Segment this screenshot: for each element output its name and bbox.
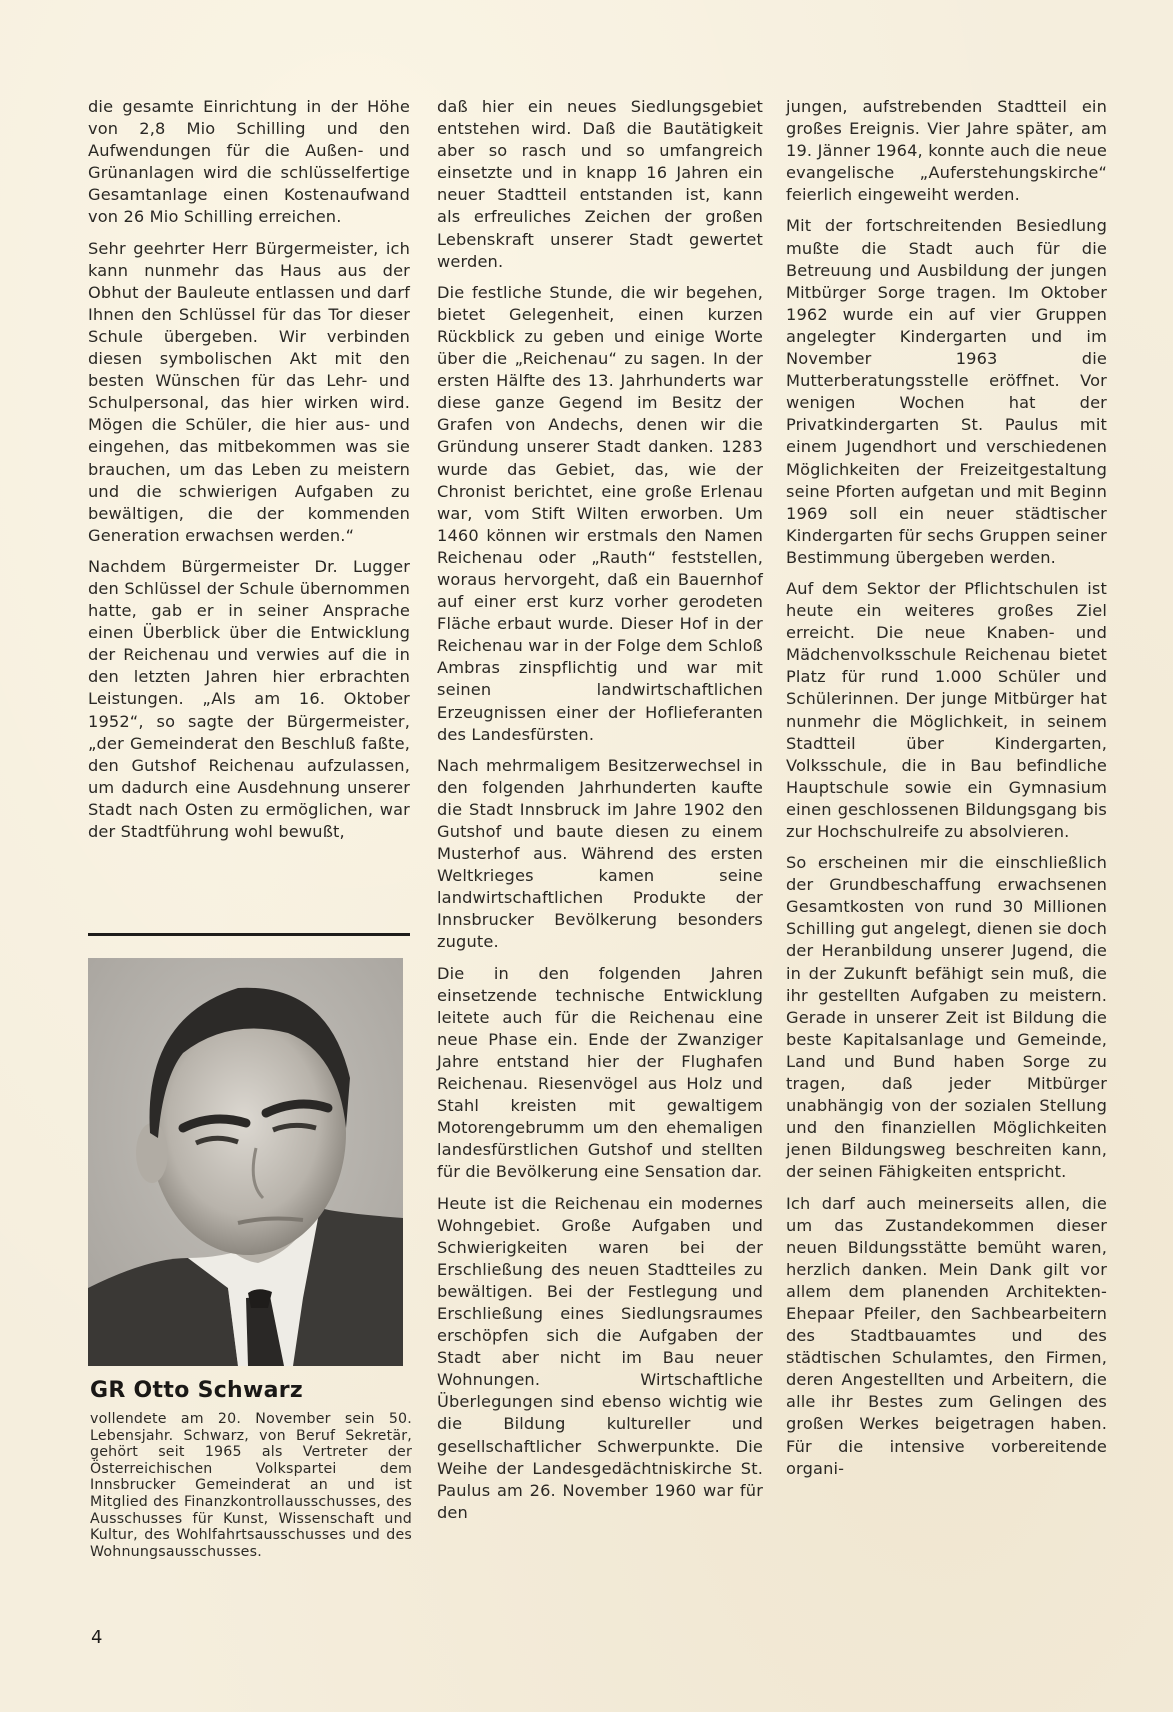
- paragraph: Nach mehrmaligem Besitzerwechsel in den folgenden Jahrhunderten kaufte die Stadt Innsbruck im Jahre 1902 den Gutshof und baute diesen zu einem Musterhof aus. Während des ersten Weltkrieges kamen seine landwirtschaftlichen Produkte der Innsbrucker Bevölkerung besonders zugute.: [437, 755, 763, 952]
- text-column-2: [437, 96, 763, 1533]
- paragraph: daß hier ein neues Siedlungsgebiet entstehen wird. Daß die Bautätigkeit aber so rasch und so umfangreich einsetzte und in knapp 16 Jahren ein neuer Stadtteil entstanden ist, kann als erfreuliches Zeichen der großen Lebenskraft unserer Stadt gewertet werden.: [437, 97, 763, 271]
- page-number: 4: [91, 1627, 103, 1648]
- paragraph: Mit der fortschreitenden Besiedlung mußte die Stadt auch für die Betreuung und Ausbildung der jungen Mitbürger Sorge tragen. Im Oktober 1962 wurde ein auf vier Gruppen angelegter Kindergarten und im November 1963 die Mutterberatungsstelle eröffnet. Vor wenigen Wochen hat der Privatkindergarten St. Paulus mit einem Jugendhort und verschiedenen Möglichkeiten der Freizeitgestaltung seine Pforten aufgetan und mit Beginn 1969 soll ein neuer städtischer Kindergarten für sechs Gruppen seiner Bestimmung übergeben werden.: [786, 216, 1107, 567]
- paragraph: Die festliche Stunde, die wir begehen, bietet Gelegenheit, einen kurzen Rückblick zu geben und einige Worte über die „Reichenau“ zu sagen. In der ersten Hälfte des 13. Jahrhunderts war diese ganze Gegend im Besitz der Grafen von Andechs, denen wir die Gründung unserer Stadt danken. 1283 wurde das Gebiet, das, wie der Chronist berichtet, eine große Erlenau war, vom Stift Wilten erworben. Um 1460 können wir erstmals den Namen Reichenau oder „Rauth“ feststellen, woraus hervorgeht, daß ein Bauernhof auf einer erst kurz vorher gerodeten Fläche erbaut wurde. Dieser Hof in der Reichenau war in der Folge dem Schloß Ambras zinspflichtig und war mit seinen landwirtschaftlichen Erzeugnissen einer der Hoflieferanten des Landesfürsten.: [437, 282, 763, 744]
- profile-name: GR Otto Schwarz: [90, 1378, 304, 1403]
- paragraph: Die in den folgenden Jahren einsetzende technische Entwicklung leitete auch für die Reichenau eine neue Phase ein. Ende der Zwanziger Jahre entstand hier der Flughafen Reichenau. Riesenvögel aus Holz und Stahl kreisten mit gewaltigem Motorengebrumm um den ehemaligen landesfürstlichen Gutshof und stellten für die Bevölkerung eine Sensation dar.: [437, 963, 763, 1182]
- paragraph: jungen, aufstrebenden Stadtteil ein großes Ereignis. Vier Jahre später, am 19. Jänner 1964, konnte auch die neue evangelische „Auferstehungskirche“ feierlich eingeweiht werden.: [786, 97, 1107, 205]
- paragraph: Ich darf auch meinerseits allen, die um das Zustandekommen dieser neuen Bildungsstätte bemüht waren, herzlich danken. Mein Dank gilt vor allem dem planenden Architekten-Ehepaar Pfeiler, den Sachbearbeitern des Stadtbauamtes und des städtischen Schulamtes, den Firmen, deren Angestellten und Arbeitern, die alle ihr Bestes zum Gelingen des großen Werkes beigetragen haben. Für die intensive vorbereitende organi-: [786, 1193, 1107, 1478]
- paragraph: Auf dem Sektor der Pflichtschulen ist heute ein weiteres großes Ziel erreicht. Die neue Knaben- und Mädchenvolksschule Reichenau bietet Platz für rund 1.000 Schüler und Schülerinnen. Der junge Mitbürger hat nunmehr die Möglichkeit, in seinem Stadtteil über Kindergarten, Volksschule, die in Bau befindliche Hauptschule sowie ein Gymnasium einen geschlossenen Bildungsgang bis zur Hochschulreife zu absolvieren.: [786, 578, 1107, 841]
- paragraph: die gesamte Einrichtung in der Höhe von 2,8 Mio Schilling und den Aufwendungen für die Außen- und Grünanlagen wird die schlüsselfertige Gesamtanlage einen Kostenaufwand von 26 Mio Schilling erreichen.: [88, 97, 410, 227]
- paragraph: Heute ist die Reichenau ein modernes Wohngebiet. Große Aufgaben und Schwierigkeiten waren bei der Erschließung des neuen Stadtteiles zu bewältigen. Bei der Festlegung und Erschließung eines Siedlungsraumes erschöpfen sich die Aufgaben der Stadt aber nicht im Bau neuer Wohnungen. Wirtschaftliche Überlegungen sind ebenso wichtig wie die Bildung kultureller und gesellschaftlicher Schwerpunkte. Die Weihe der Landesgedächtniskirche St. Paulus am 26. November 1960 war für den: [437, 1193, 763, 1522]
- paragraph: Nachdem Bürgermeister Dr. Lugger den Schlüssel der Schule übernommen hatte, gab er in seiner Ansprache einen Überblick über die Entwicklung der Reichenau und verwies auf die in den letzten Jahren hier erbrachten Leistungen. „Als am 16. Oktober 1952“, so sagte der Bürgermeister, „der Gemeinderat den Beschluß faßte, den Gutshof Reichenau aufzulassen, um dadurch eine Ausdehnung unserer Stadt nach Osten zu ermöglichen, war der Stadtführung wohl bewußt,: [88, 556, 410, 841]
- profile-caption: vollendete am 20. November sein 50. Lebensjahr. Schwarz, von Beruf Sekretär, gehört seit 1965 als Vertreter der Österreichischen Volkspartei dem Innsbrucker Gemeinderat an und ist Mitglied des Finanzkontrollausschusses, des Ausschusses für Kunst, Wissenschaft und Kultur, des Wohlfahrtsausschusses und des Wohnungsausschusses.: [90, 1411, 412, 1560]
- portrait-image-icon: [88, 958, 403, 1366]
- portrait-photo: [88, 958, 403, 1366]
- paragraph: Sehr geehrter Herr Bürgermeister, ich kann nunmehr das Haus aus der Obhut der Bauleute entlassen und darf Ihnen den Schlüssel für das Tor dieser Schule übergeben. Wir verbinden diesen symbolischen Akt mit den besten Wünschen für das Lehr- und Schulpersonal, das hier wirken wird. Mögen die Schüler, die hier aus- und eingehen, das mitbekommen was sie brauchen, um das Leben zu meistern und die schwierigen Aufgaben zu bewältigen, die der kommenden Generation erwachsen werden.“: [88, 238, 410, 545]
- paragraph: So erscheinen mir die einschließlich der Grundbeschaffung erwachsenen Gesamtkosten von rund 30 Millionen Schilling gut angelegt, dienen sie doch der Heranbildung unserer Jugend, die in der Zukunft befähigt sein muß, die ihr gestellten Aufgaben zu meistern. Gerade in unserer Zeit ist Bildung die beste Kapitalsanlage und Gemeinde, Land und Bund haben Sorge zu tragen, daß jeder Mitbürger unabhängig von der sozialen Stellung und den finanziellen Möglichkeiten jenen Bildungsweg beschreiten kann, der seinen Fähigkeiten entspricht.: [786, 853, 1107, 1182]
- text-column-3: [786, 96, 1107, 1489]
- divider-rule: [88, 933, 410, 936]
- text-column-1: [88, 96, 410, 852]
